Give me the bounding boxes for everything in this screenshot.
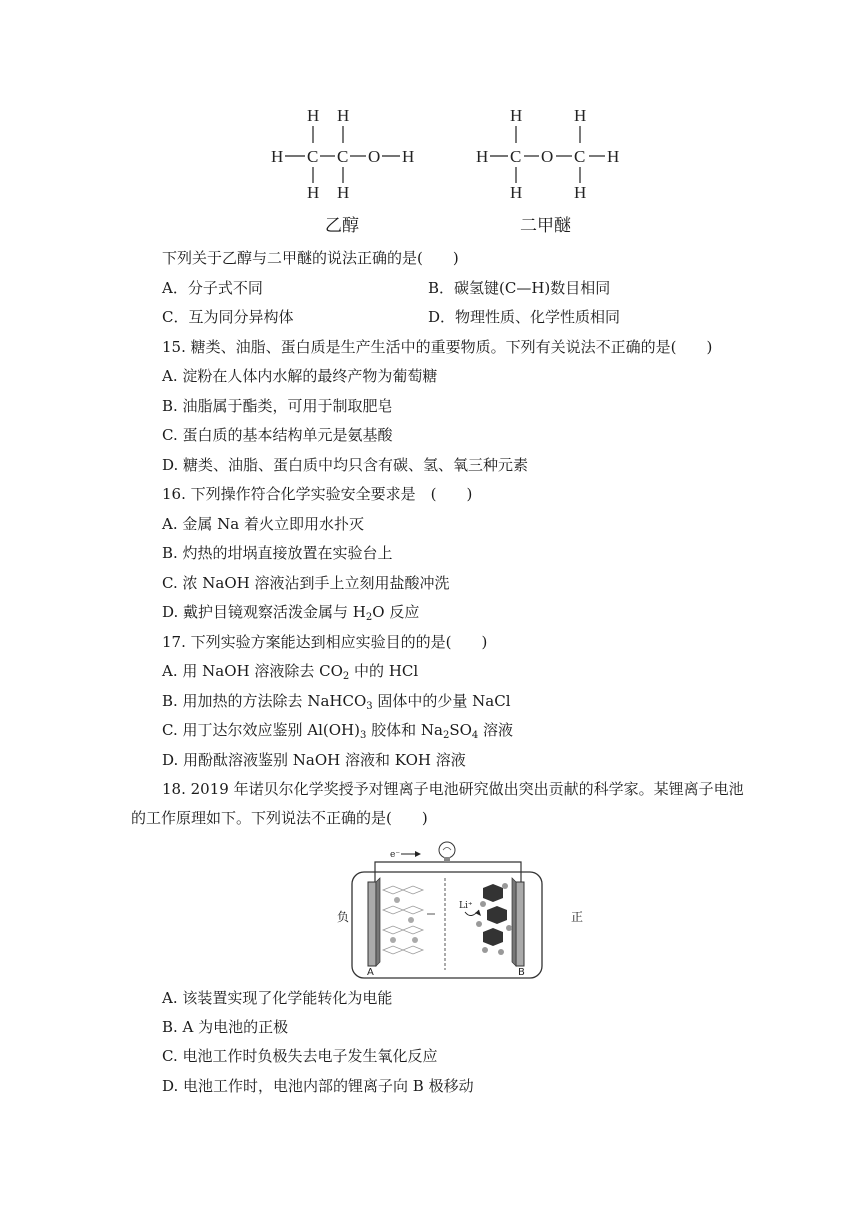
electrode-a-label: A <box>367 967 374 978</box>
q14-option-d: D．物理性质、化学性质相同 <box>428 308 621 326</box>
lithium-battery-diagram <box>335 838 575 980</box>
svg-text:C: C <box>307 147 319 166</box>
bulb-icon <box>439 842 455 862</box>
svg-text:H: H <box>337 106 350 125</box>
dimethyl-ether-structure <box>472 105 632 205</box>
electrode-b-label: B <box>518 967 525 978</box>
svg-text:H: H <box>476 147 489 166</box>
svg-text:C: C <box>574 147 586 166</box>
q17-option-a: A. 用 NaOH 溶液除去 $CO_2$ 中的 HCl <box>162 662 419 682</box>
q16-stem: 16. 下列操作符合化学实验安全要求是 ( ) <box>162 485 473 503</box>
q18-option-c: C. 电池工作时负极失去电子发生氧化反应 <box>162 1047 438 1065</box>
q15-stem: 15. 糖类、油脂、蛋白质是生产生活中的重要物质。下列有关说法不正确的是( ) <box>162 338 713 356</box>
q14-option-a: A．分子式不同 <box>162 279 263 297</box>
svg-text:H: H <box>607 147 620 166</box>
negative-pole-label: 负 <box>337 910 350 924</box>
q18-stem-line1: 18. 2019 年诺贝尔化学奖授予对锂离子电池研究做出突出贡献的科学家。某锂离子电池 <box>162 780 744 798</box>
electrode-a <box>368 882 376 966</box>
q18-option-a: A. 该装置实现了化学能转化为电能 <box>162 989 393 1007</box>
q14-option-c: C．互为同分异构体 <box>162 308 294 326</box>
ethanol-caption: 乙醇 <box>325 216 359 236</box>
svg-text:H: H <box>574 106 587 125</box>
q15-option-a: A. 淀粉在人体内水解的最终产物为葡萄糖 <box>162 367 438 385</box>
positive-pole-label: 正 <box>571 910 584 924</box>
q16-option-c: C. 浓 NaOH 溶液沾到手上立刻用盐酸冲洗 <box>162 574 450 592</box>
electrode-b <box>516 882 524 966</box>
lithium-ion-label: Li⁺ <box>459 901 473 911</box>
svg-text:C: C <box>337 147 349 166</box>
q18-option-d: D. 电池工作时，电池内部的锂离子向 B 极移动 <box>162 1077 474 1095</box>
q17-option-b: B. 用加热的方法除去 NaHCO$_3$ 固体中的少量 NaCl <box>162 692 511 712</box>
dimethyl-ether-caption: 二甲醚 <box>520 216 571 236</box>
svg-text:H: H <box>510 106 523 125</box>
q17-option-c: C. 用丁达尔效应鉴别 $Al(OH)_3$ 胶体和 $Na_2SO_4$ 溶液 <box>162 721 514 741</box>
electron-label: e⁻ <box>390 850 401 860</box>
svg-text:H: H <box>337 183 350 202</box>
svg-text:O: O <box>541 147 554 166</box>
q17-stem: 17. 下列实验方案能达到相应实验目的的是( ) <box>162 633 488 651</box>
q18-stem-line2: 的工作原理如下。下列说法不正确的是( ) <box>131 809 428 827</box>
cathode-crystals <box>483 884 507 946</box>
q15-option-c: C. 蛋白质的基本结构单元是氨基酸 <box>162 426 393 444</box>
q14-option-b: B．碳氢键(C—H)数目相同 <box>428 279 611 297</box>
svg-text:H: H <box>574 183 587 202</box>
ethanol-structure <box>265 105 430 205</box>
q18-option-b: B. A 为电池的正极 <box>162 1018 289 1036</box>
q16-option-b: B. 灼热的坩埚直接放置在实验台上 <box>162 544 393 562</box>
svg-text:H: H <box>307 183 320 202</box>
q16-option-d: D. 戴护目镜观察活泼金属与 $H_2O$ 反应 <box>162 603 420 623</box>
svg-text:H: H <box>271 147 284 166</box>
q15-option-d: D. 糖类、油脂、蛋白质中均只含有碳、氢、氧三种元素 <box>162 456 529 474</box>
svg-text:C: C <box>510 147 522 166</box>
svg-text:O: O <box>368 147 381 166</box>
svg-text:H: H <box>307 106 320 125</box>
q16-option-a: A. 金属 Na 着火立即用水扑灭 <box>162 515 364 533</box>
q14-stem: 下列关于乙醇与二甲醚的说法正确的是( ) <box>162 249 459 267</box>
q17-option-d: D. 用酚酞溶液鉴别 NaOH 溶液和 KOH 溶液 <box>162 751 466 769</box>
graphite-layers <box>383 886 423 954</box>
svg-text:H: H <box>510 183 523 202</box>
svg-text:H: H <box>402 147 415 166</box>
q15-option-b: B. 油脂属于酯类，可用于制取肥皂 <box>162 397 393 415</box>
